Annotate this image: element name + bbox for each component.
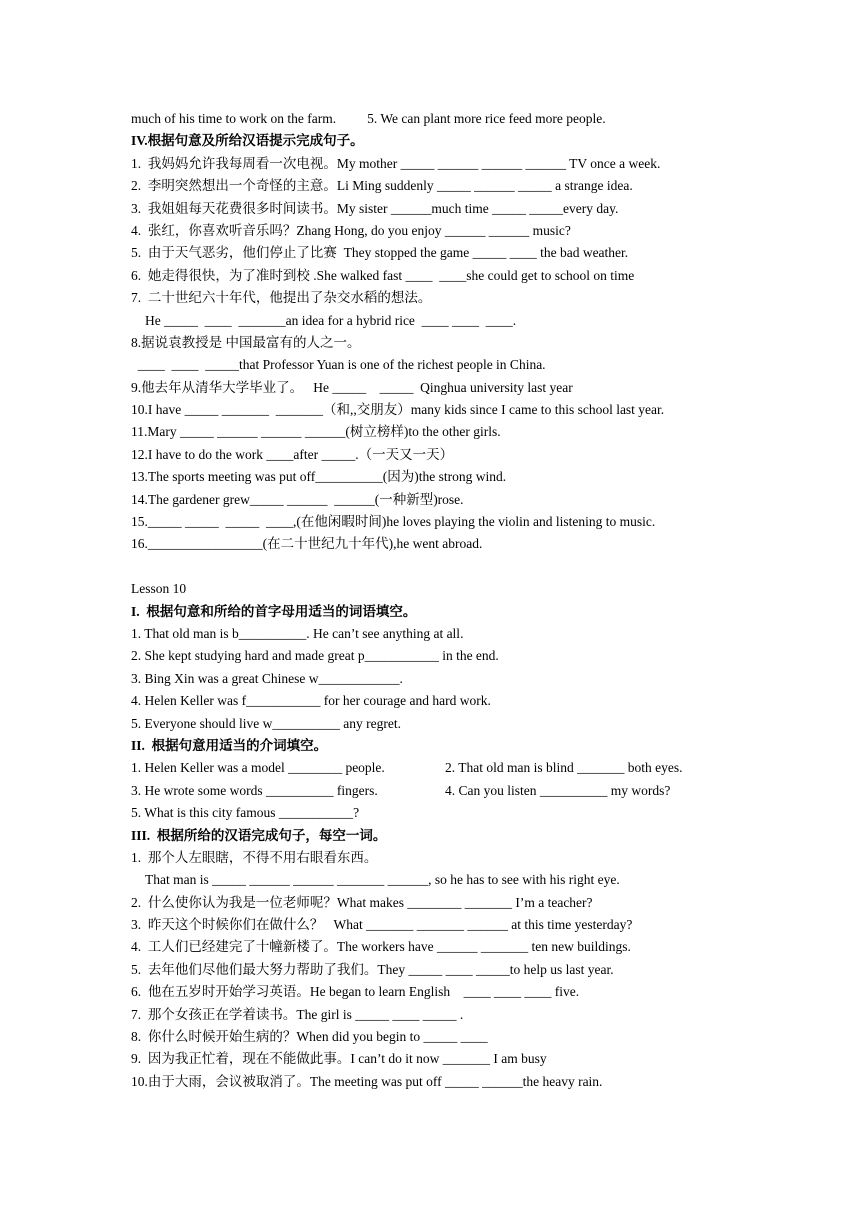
list-item: 7. 二十世纪六十年代，他提出了杂交水稻的想法。 <box>131 290 432 306</box>
text-line <box>131 108 771 130</box>
lesson-title: Lesson 10 <box>131 581 187 597</box>
list-item: 13.The sports meeting was put off__________(因为)the strong wind. <box>131 469 507 485</box>
list-item: 1. Helen Keller was a model ________ people. <box>131 760 385 776</box>
list-item: 8. 你什么时候开始生病的？When did you begin to _____ ____ <box>131 1029 488 1045</box>
list-item: 8.据说袁教授是 中国最富有的人之一。 <box>131 334 361 350</box>
list-item: 4. 工人们已经建完了十幢新楼了。The workers have ______ _______ ten new buildings. <box>131 939 631 955</box>
list-item: 2. That old man is blind _______ both eyes. <box>445 760 683 776</box>
list-item: 9.他去年从清华大学毕业了。 He _____ _____ Qinghua university last year <box>131 379 573 395</box>
list-item: 5. 由于天气恶劣，他们停止了比赛 They stopped the game _____ ____ the bad weather. <box>131 245 629 261</box>
list-item: 3. 我姐姐每天花费很多时间读书。My sister ______much time _____ _____every day. <box>131 200 619 216</box>
text-line-right: 5. We can plant more rice feed more people. <box>367 111 606 126</box>
list-item: 1. 那个人左眼瞎，不得不用右眼看东西。 <box>131 849 378 865</box>
list-item: 11.Mary _____ ______ ______ ______(树立榜样)to the other girls. <box>131 424 501 440</box>
section-heading-i: I. 根据句意和所给的首字母用适当的词语填空。 <box>131 603 417 619</box>
list-item: 5. 去年他们尽他们最大努力帮助了我们。They _____ ____ _____to help us last year. <box>131 961 614 977</box>
section-heading-iv: IV.根据句意及所给汉语提示完成句子。 <box>131 133 364 149</box>
list-item: 2. She kept studying hard and made great p___________ in the end. <box>131 648 499 664</box>
list-item: 6. 他在五岁时开始学习英语。He began to learn English ____ ____ ____ five. <box>131 984 580 1000</box>
list-item: 14.The gardener grew_____ ______ ______(一种新型)rose. <box>131 491 464 507</box>
list-item: 10.由于大雨，会议被取消了。The meeting was put off _____ ______the heavy rain. <box>131 1073 603 1089</box>
list-item: 6. 她走得很快，为了准时到校 .She walked fast ____ ____she could get to school on time <box>131 267 635 283</box>
spacer <box>131 556 771 578</box>
list-item-pair <box>131 780 771 802</box>
list-item: 3. Bing Xin was a great Chinese w____________. <box>131 670 403 686</box>
list-item: ____ ____ _____that Professor Yuan is one of the richest people in China. <box>131 357 546 373</box>
list-item: 3. 昨天这个时候你们在做什么？ What _______ _______ ______ at this time yesterday? <box>131 917 633 933</box>
list-item: 1. 我妈妈允许我每周看一次电视。My mother _____ ______ ______ ______ TV once a week. <box>131 155 661 171</box>
list-item: 4. Can you listen __________ my words? <box>445 782 671 798</box>
list-item-pair <box>131 757 771 779</box>
list-item: 3. He wrote some words __________ fingers. <box>131 782 378 798</box>
list-item: 16._________________(在二十世纪九十年代),he went abroad. <box>131 536 483 552</box>
list-item: 5. What is this city famous ___________? <box>131 805 360 821</box>
list-item: 12.I have to do the work ____after _____.（一天又一天） <box>131 446 454 462</box>
list-item: 15._____ _____ _____ ____,(在他闲暇时间)he loves playing the violin and listening to music. <box>131 514 656 530</box>
list-item: 10.I have _____ _______ _______（和,,交朋友）many kids since I came to this school last year. <box>131 402 665 418</box>
list-item: 7. 那个女孩正在学着读书。The girl is _____ ____ _____ . <box>131 1006 464 1022</box>
list-item: 5. Everyone should live w__________ any regret. <box>131 715 401 731</box>
section-heading-ii: II. 根据句意用适当的介词填空。 <box>131 737 328 753</box>
list-item: 2. 李明突然想出一个奇怪的主意。Li Ming suddenly _____ ______ _____ a strange idea. <box>131 178 633 194</box>
list-item: 1. That old man is b__________. He can’t see anything at all. <box>131 625 464 641</box>
list-item: 4. 张红，你喜欢听音乐吗？Zhang Hong, do you enjoy ______ ______ music? <box>131 222 571 238</box>
list-item: That man is _____ ______ ______ _______ ______, so he has to see with his right eye. <box>145 872 620 888</box>
list-item: 2. 什么使你认为我是一位老师呢？What makes ________ _______ I’m a teacher? <box>131 894 593 910</box>
text-line-left: much of his time to work on the farm. <box>131 111 337 126</box>
document-page <box>131 108 771 1093</box>
list-item: He _____ ____ _______an idea for a hybrid rice ____ ____ ____. <box>145 312 517 328</box>
section-heading-iii: III. 根据所给的汉语完成句子，每空一词。 <box>131 827 387 843</box>
list-item: 9. 因为我正忙着，现在不能做此事。I can’t do it now _______ I am busy <box>131 1051 547 1067</box>
list-item: 4. Helen Keller was f___________ for her courage and hard work. <box>131 693 491 709</box>
